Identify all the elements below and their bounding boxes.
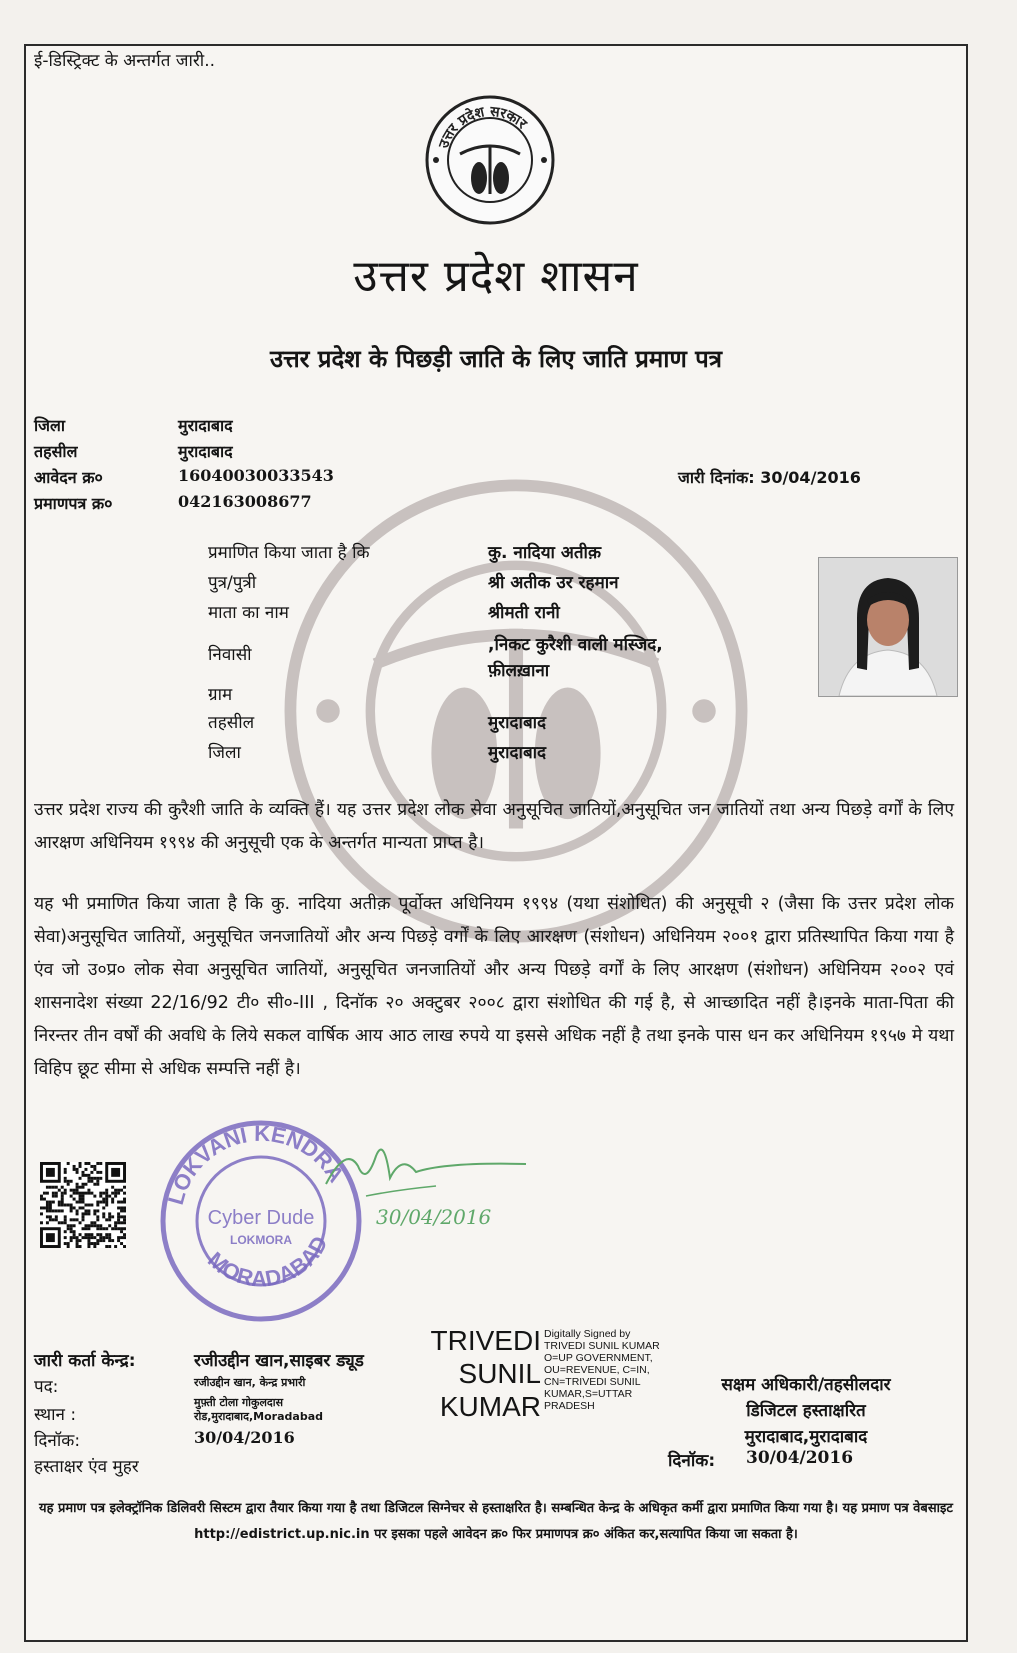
detail-value-district: मुरादाबाद [488, 743, 547, 763]
issuer-date-label: दिनॉक: [34, 1431, 81, 1451]
digital-signer-name-line-3: KUMAR [439, 1391, 541, 1422]
meta-label-application-no: आवेदन क्र० [34, 468, 103, 487]
stamp-center-text-2: LOKMORA [230, 1233, 292, 1247]
detail-value-tehsil: मुरादाबाद [488, 713, 547, 733]
up-government-emblem [424, 94, 556, 226]
detail-label-district: जिला [208, 743, 241, 763]
issuer-sign-label: हस्ताक्षर एंव मुहर [34, 1457, 139, 1477]
certificate-frame [24, 44, 968, 1642]
detail-label-mother: माता का नाम [208, 603, 289, 623]
detail-label-resident: निवासी [208, 645, 252, 665]
issuer-place-value-1: मुफ़्ती टोला गोकुलदास [194, 1396, 284, 1409]
stamp-top-text: LOKVANI KENDRA [162, 1120, 350, 1208]
issue-date: जारी दिनांक: 30/04/2016 [678, 468, 861, 487]
authority-date-label: दिनॉक: [668, 1451, 716, 1471]
issuer-place-value-2: रोड,मुरादाबाद,Moradabad [194, 1410, 323, 1423]
issuer-post-value: रजीउद्दीन खान, केन्द्र प्रभारी [194, 1376, 306, 1389]
issuer-place-label: स्थान : [34, 1405, 77, 1425]
meta-value-district: मुरादाबाद [178, 416, 233, 435]
digital-signer-name [423, 1324, 541, 1423]
authority-location: मुरादाबाद,मुरादाबाद [744, 1427, 868, 1447]
detail-value-name: कु. नादिया अतीक़ [488, 543, 602, 563]
stamp-bottom-text: MORADABAD [202, 1231, 333, 1292]
detail-value-address-2: फ़ीलख़ाना [488, 661, 550, 681]
meta-value-tehsil: मुरादाबाद [178, 442, 233, 461]
certificate-paragraph-2: यह भी प्रमाणित किया जाता है कि कु. नादिया अतीक़ पूर्वोक्त अधिनियम १९९४ (यथा संशोधित) की अनुसूची २ (जैसा कि उत्तर प्रदेश लोक सेवा)अनुसूचित जातियों, अनुसूचित जनजातियों और अन्य पिछड़े वर्गों के लिए आरक्षण (संशोधन) अधिनियम २००१ द्वारा प्रतिस्थापित किया गया है एंव जो उ०प्र० लोक सेवा अनुसूचित जातियों, अनुसूचित जनजातियों और अन्य पिछड़े वर्गों के लिए आरक्षण (संशोधन) अधिनियम २००२ एवं शासनादेश संख्या 22/16/92 टी० सी०-III , दिनॉक २० अक्टुबर २००८ द्वारा संशोधित की गई है, से आच्छादित नहीं है।इनके माता-पिता की निरन्तर तीन वर्षों की अवधि के लिये सकल वार्षिक आय आठ लाख रुपये या इससे अधिक नहीं है तथा इनके पास धन कर अधिनियम १९५७ मे यथा विहिप छूट सीमा से अधिक सम्पत्ति नहीं है। [34, 894, 954, 1079]
authority-title: सक्षम अधिकारी/तहसीलदार [721, 1375, 891, 1395]
issuer-center-label: जारी कर्ता केन्द्र: [34, 1351, 136, 1371]
authority-date-value: 30/04/2016 [746, 1448, 854, 1468]
page-title: उत्तर प्रदेश शासन [353, 251, 639, 302]
emblem-text: उत्तर प्रदेश सरकार [435, 103, 530, 151]
detail-value-father: श्री अतीक उर रहमान [488, 573, 619, 593]
meta-value-application-no: 16040030033543 [178, 466, 334, 485]
certificate-paragraph-1: उत्तर प्रदेश राज्य की कुरैशी जाति के व्यक्ति हैं। यह उत्तर प्रदेश लोक सेवा अनुसूचित जातियों,अनुसूचित जन जातियों तथा अन्य पिछड़े वर्गों के लिए आरक्षण अधिनियम १९९४ की अनुसूची एक के अन्तर्गत मान्यता प्राप्त है। [34, 800, 954, 853]
digital-signer-name-line-1: TRIVEDI [430, 1325, 541, 1356]
meta-label-certificate-no: प्रमाणपत्र क्र० [34, 494, 113, 513]
issuer-post-label: पद: [34, 1377, 59, 1397]
digital-signature-details: Digitally Signed by TRIVEDI SUNIL KUMAR O=UP GOVERNMENT, OU=REVENUE, C=IN, CN=TRIVEDI SUNIL KUMAR,S=UTTAR PRADESH [544, 1328, 660, 1412]
header-note: ई-डिस्ट्रिक्ट के अन्तर्गत जारी.. [34, 51, 216, 71]
handwritten-signature [306, 1126, 536, 1236]
meta-value-certificate-no: 042163008677 [178, 492, 312, 511]
issuer-center-value: रजीउद्दीन खान,साइबर ड्यूड [194, 1351, 364, 1371]
meta-label-district: जिला [34, 416, 66, 435]
detail-label-village: ग्राम [208, 685, 233, 705]
issuer-date-value: 30/04/2016 [194, 1428, 295, 1447]
certificate-subtitle: उत्तर प्रदेश के पिछड़ी जाति के लिए जाति प्रमाण पत्र [269, 345, 723, 373]
applicant-photo [818, 557, 958, 697]
authority-digital-signed: डिजिटल हस्ताक्षरित [746, 1401, 866, 1421]
detail-label-tehsil: तहसील [208, 713, 255, 733]
detail-label-certified: प्रमाणित किया जाता है कि [208, 543, 370, 563]
qr-code [40, 1162, 126, 1248]
detail-label-child-of: पुत्र/पुत्री [208, 573, 257, 593]
detail-value-address: ,निकट कुरैशी वाली मस्जिद, [488, 635, 663, 655]
meta-label-tehsil: तहसील [34, 442, 78, 461]
stamp-center-text: Cyber Dude [207, 1207, 315, 1229]
handwritten-date: 30/04/2016 [376, 1205, 492, 1229]
verification-footer: यह प्रमाण पत्र इलेक्ट्रॉनिक डिलिवरी सिस्टम द्वारा तैयार किया गया है तथा डिजिटल सिग्नेचर से हस्ताक्षरित है। सम्बन्धित केन्द्र के अधिकृत कर्मी द्वारा प्रमाणित किया गया है। यह प्रमाण पत्र वेबसाइट http://edistrict.up.nic.in पर इसका पहले आवेदन क्र० फिर प्रमाणपत्र क्र० अंकित कर,सत्यापित किया जा सकता है। [39, 1501, 953, 1542]
detail-value-mother: श्रीमती रानी [488, 603, 560, 623]
digital-signer-name-line-2: SUNIL [458, 1358, 541, 1389]
